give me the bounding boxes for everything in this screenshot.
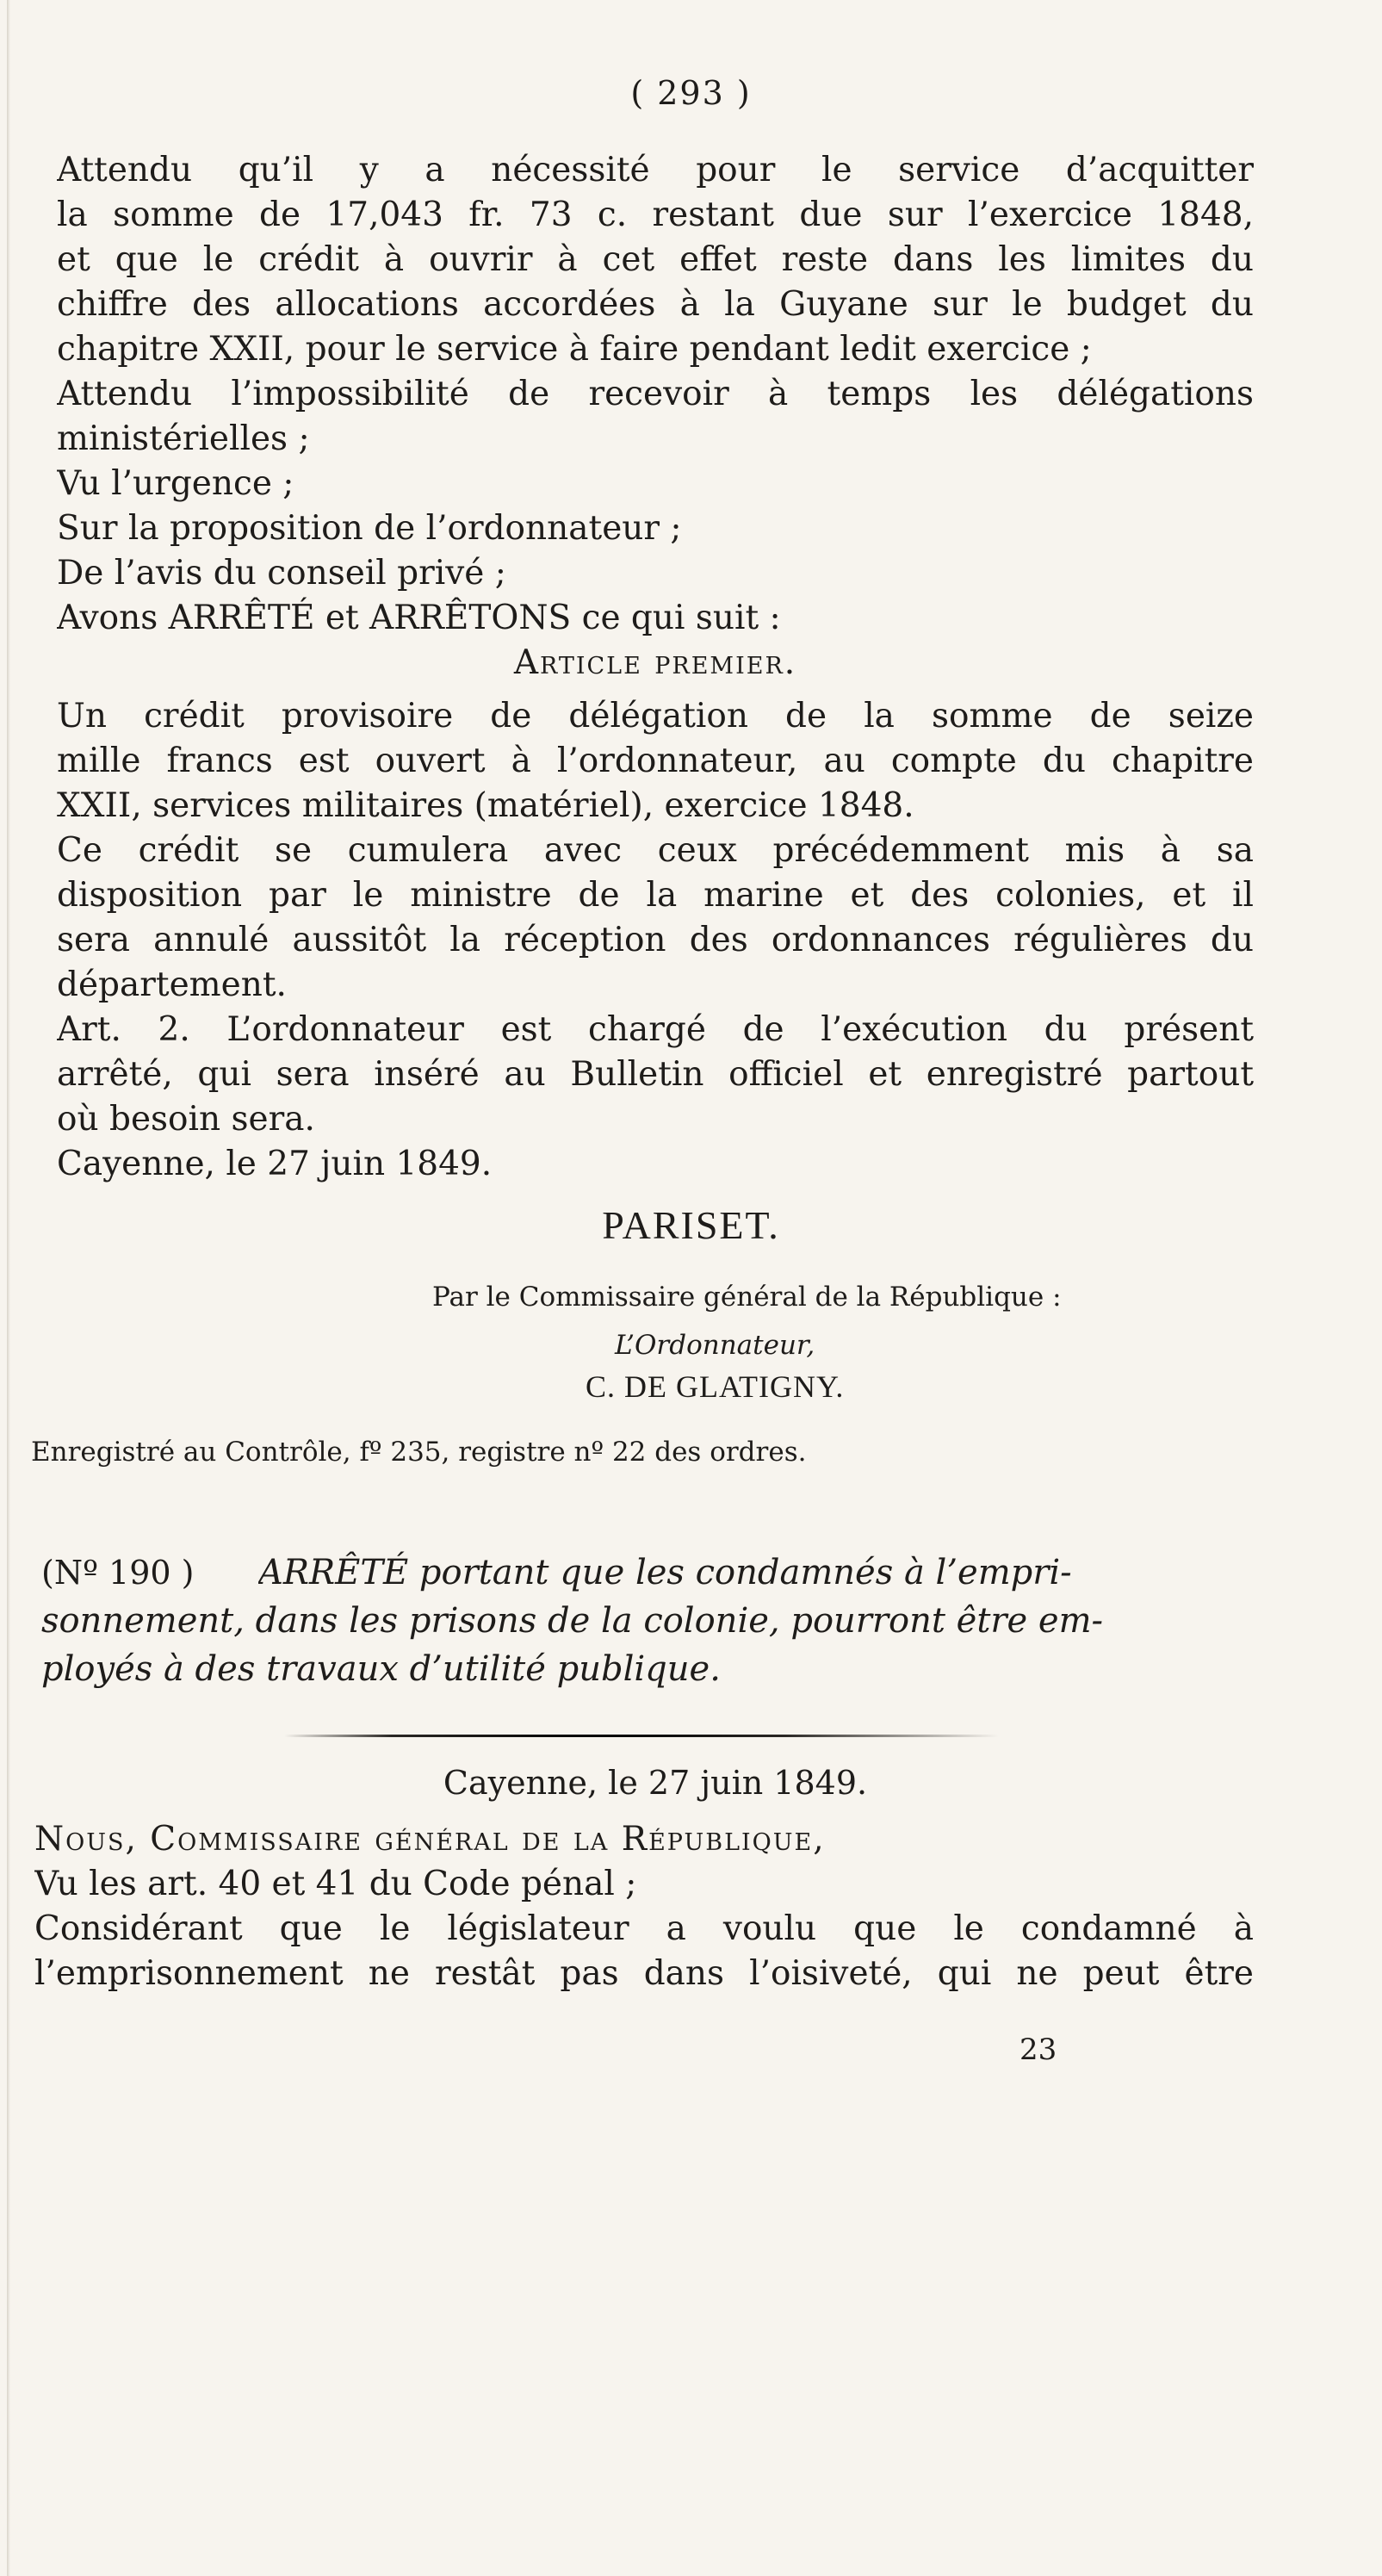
paragraph-line: chapitre XXII, pour le service à faire pendant ledit exercice ; — [57, 330, 1092, 369]
decree-number: (Nº 190 ) — [41, 1554, 195, 1592]
decree-line: Nous, Commissaire général de la République, — [34, 1820, 826, 1859]
signature-mark: 23 — [1019, 2033, 1057, 2067]
decree-title-line: ployés à des travaux d’utilité publique. — [41, 1649, 721, 1689]
signature-by-line: Par le Commissaire général de la République : — [432, 1282, 1062, 1313]
article-line: arrêté, qui sera inséré au Bulletin officiel et enregistré partout — [57, 1055, 1254, 1094]
article-line: disposition par le ministre de la marine et des colonies, et il — [57, 876, 1254, 915]
article-line: Ce crédit se cumulera avec ceux précédemment mis à sa — [57, 831, 1254, 870]
page-edge-shadow — [7, 0, 10, 2576]
paragraph-line: chiffre des allocations accordées à la Guyane sur le budget du — [57, 285, 1254, 324]
signature-role-name: C. DE GLATIGNY. — [586, 1369, 845, 1404]
article-line: XXII, services militaires (matériel), exercice 1848. — [57, 786, 914, 825]
article-line: Un crédit provisoire de délégation de la somme de seize — [57, 697, 1254, 736]
decree-title-line: ARRÊTÉ portant que les condamnés à l’empri- — [258, 1553, 1072, 1592]
paragraph-line: De l’avis du conseil privé ; — [57, 554, 506, 593]
article-line: où besoin sera. — [57, 1100, 315, 1139]
paragraph-line: ministérielles ; — [57, 419, 310, 458]
decree-line: Vu les art. 40 et 41 du Code pénal ; — [34, 1865, 637, 1903]
page-number: ( 293 ) — [630, 74, 752, 112]
article-heading: Article premier. — [513, 643, 797, 682]
signature-role: L’Ordonnateur, — [615, 1330, 815, 1361]
article-line: mille francs est ouvert à l’ordonnateur, au compte du chapitre — [57, 742, 1254, 780]
paragraph-line: Attendu l’impossibilité de recevoir à temps les délégations — [57, 375, 1254, 413]
decree-title-line: sonnement, dans les prisons de la colonie, pourront être em- — [41, 1601, 1104, 1641]
signature-name: PARISET. — [602, 1203, 780, 1247]
paragraph-line: la somme de 17,043 fr. 73 c. restant due sur l’exercice 1848, — [57, 196, 1254, 234]
registration-note: Enregistré au Contrôle, fº 235, registre nº 22 des ordres. — [31, 1437, 807, 1468]
paragraph-line: Attendu qu’il y a nécessité pour le service d’acquitter — [57, 151, 1254, 189]
decree-line: l’emprisonnement ne restât pas dans l’oisiveté, qui ne peut être — [34, 1954, 1254, 1993]
article-line: département. — [57, 965, 287, 1004]
decree-date: Cayenne, le 27 juin 1849. — [443, 1764, 868, 1802]
decree-line: Considérant que le législateur a voulu que le condamné à — [34, 1909, 1254, 1948]
article-line: Cayenne, le 27 juin 1849. — [57, 1145, 493, 1183]
paragraph-line: Vu l’urgence ; — [57, 464, 294, 503]
article-line: Art. 2. L’ordonnateur est chargé de l’exécution du présent — [57, 1010, 1254, 1049]
paragraph-line: Sur la proposition de l’ordonnateur ; — [57, 509, 682, 548]
section-divider — [284, 1735, 999, 1737]
paragraph-line: Avons ARRÊTÉ et ARRÊTONS ce qui suit : — [57, 599, 781, 637]
article-line: sera annulé aussitôt la réception des ordonnances régulières du — [57, 921, 1254, 959]
paragraph-line: et que le crédit à ouvrir à cet effet reste dans les limites du — [57, 240, 1254, 279]
